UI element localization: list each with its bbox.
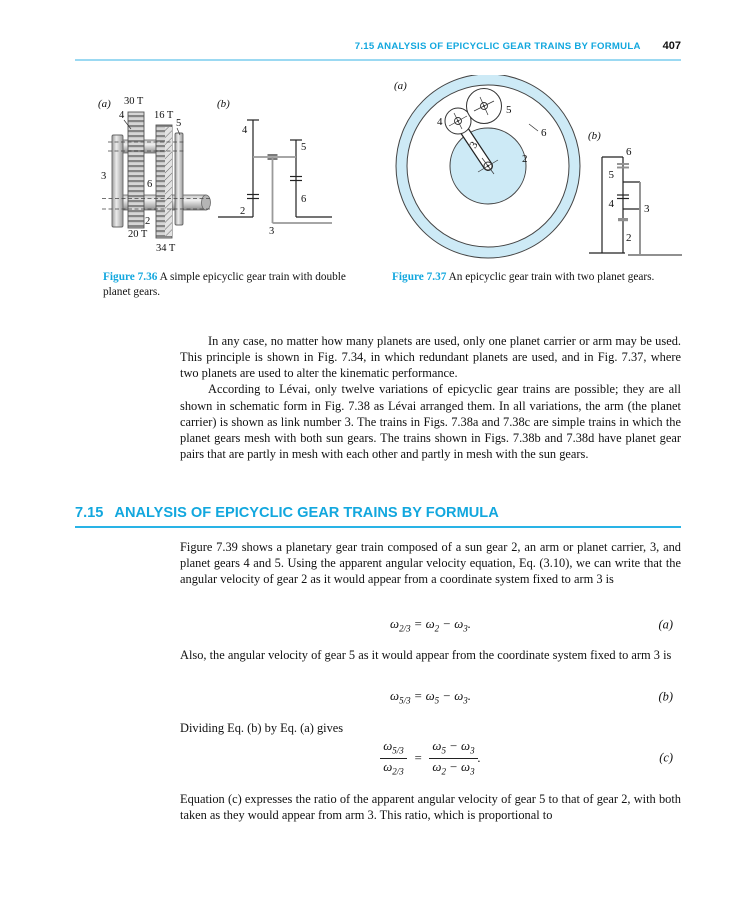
equation-b-label: (b)	[658, 689, 673, 704]
figure-7-37-caption-text: An epicyclic gear train with two planet gears.	[448, 271, 655, 283]
schematic-arm-lines	[253, 157, 332, 223]
paragraph-5: Dividing Eq. (b) by Eq. (a) gives	[180, 721, 344, 735]
paragraph-4: Also, the angular velocity of gear 5 as it would appear from the coordinate system fixed to arm 3 is	[180, 648, 672, 662]
figure-7-37	[378, 75, 688, 270]
section-title: ANALYSIS OF EPICYCLIC GEAR TRAINS BY FORMULA	[114, 505, 499, 521]
equation-a	[180, 613, 681, 637]
equation-c-period: .	[477, 750, 481, 765]
fig737-link4-label: 4	[437, 116, 443, 128]
fig737b-link3: 3	[644, 203, 650, 215]
fig736-link4-label: 4	[119, 110, 125, 121]
section-heading	[75, 505, 681, 528]
fig736-link6-label: 6	[147, 179, 153, 190]
body-paragraphs	[180, 333, 681, 462]
figure-7-36-caption-text: A simple epicyclic gear train with double planet gears.	[103, 271, 346, 298]
fig737-part-a-label: (a)	[394, 80, 407, 92]
paragraph-6: Equation (c) expresses the ratio of the apparent angular velocity of gear 5 to that of gear 2, with both taken as they would appear from arm 3. This ratio, which is proportional to	[180, 792, 681, 823]
fig736b-link6: 6	[301, 194, 307, 205]
running-head-title: 7.15 ANALYSIS OF EPICYCLIC GEAR TRAINS BY FORMULA	[354, 41, 641, 52]
planet-gear-drawing	[396, 75, 580, 258]
fig736b-link5: 5	[301, 142, 307, 153]
equation-a-label: (a)	[658, 617, 673, 632]
fig737-part-b-label: (b)	[588, 130, 601, 142]
section-number: 7.15	[75, 505, 104, 521]
equation-c-rhs-fraction: $\frac{\omega_5 - \omega_3}{\omega_2 - \omega_3}$	[429, 739, 477, 778]
figure-7-37-caption	[392, 270, 668, 285]
figure-7-36-caption	[103, 270, 353, 299]
figure-7-37-caption-label: Figure 7.37	[392, 271, 447, 283]
fig736-link3-label: 3	[101, 171, 107, 182]
equation-c	[180, 733, 681, 783]
fig736-teeth-20: 20 T	[128, 229, 148, 240]
fig736-link2-label: 2	[145, 216, 151, 227]
equation-b	[180, 685, 681, 709]
figure-7-36	[90, 85, 360, 267]
paragraph-2: According to Lévai, only twelve variations of epicyclic gear trains are possible; they are all shown in schematic form in Fig. 7.38 as Lévai arranged them. In all variations, the arm (the planet carrier) is shown as link number 3. The trains in Figs. 7.38a and 7.38c are simple trains in which the planet gears mesh with both sun gears. The trains shown in Figs. 7.38b and 7.38d have planet gear pairs that are partly in mesh with each other and partly in mesh with the sun gears.	[180, 382, 681, 462]
fig736-teeth-34: 34 T	[156, 243, 176, 254]
equation-a-body: $\omega_{2/3} = \omega_2 - \omega_3$.	[390, 616, 471, 634]
equation-c-equals: =	[413, 750, 423, 765]
fig736b-link4: 4	[242, 125, 248, 136]
fig737b-link6: 6	[626, 146, 632, 158]
fig737b-link4: 4	[608, 198, 614, 210]
fig736-part-b-label: (b)	[217, 98, 230, 110]
fig737-link6-label: 6	[541, 127, 547, 139]
fig736b-link3: 3	[269, 226, 275, 237]
running-head	[75, 40, 681, 52]
paragraph-3: Figure 7.39 shows a planetary gear train composed of a sun gear 2, an arm or planet carrier, 3, and planet gears 4 and 5. Using the apparent angular velocity equation, Eq. (3.10), we can write that the angular velocity of gear 2 as it would appear from a coordinate system fixed to arm 3 is	[180, 540, 681, 587]
fig736b-link2: 2	[240, 206, 246, 217]
equation-b-body: $\omega_{5/3} = \omega_5 - \omega_3$.	[390, 688, 471, 706]
fig736-part-a-label: (a)	[98, 98, 111, 110]
fig737-link2-label: 2	[522, 153, 528, 165]
equation-c-label: (c)	[659, 750, 673, 765]
fig737b-link5: 5	[608, 169, 614, 181]
fig737-link3-label: 3	[467, 139, 481, 151]
fig736-link5-label: 5	[176, 118, 182, 129]
equation-c-lhs-fraction: $\frac{\omega_{5/3}}{\omega_{2/3}}$	[380, 739, 407, 778]
planet-schematic	[589, 157, 640, 253]
fig737-link5-label: 5	[506, 104, 512, 116]
figure-7-36-caption-label: Figure 7.36	[103, 271, 158, 283]
gear-train-drawing	[102, 112, 211, 238]
fig736-teeth-30: 30 T	[124, 96, 144, 107]
gear-train-schematic	[218, 120, 332, 217]
page-number: 407	[662, 40, 681, 52]
paragraph-1: In any case, no matter how many planets are used, only one planet carrier or arm may be used. This principle is shown in Fig. 7.34, in which redundant planets are used, and in Fig. 7.37, where two planets are used to alter the kinematic performance.	[180, 334, 681, 381]
fig736-teeth-16: 16 T	[154, 110, 174, 121]
fig737b-link2: 2	[626, 232, 632, 244]
header-rule	[75, 59, 681, 61]
